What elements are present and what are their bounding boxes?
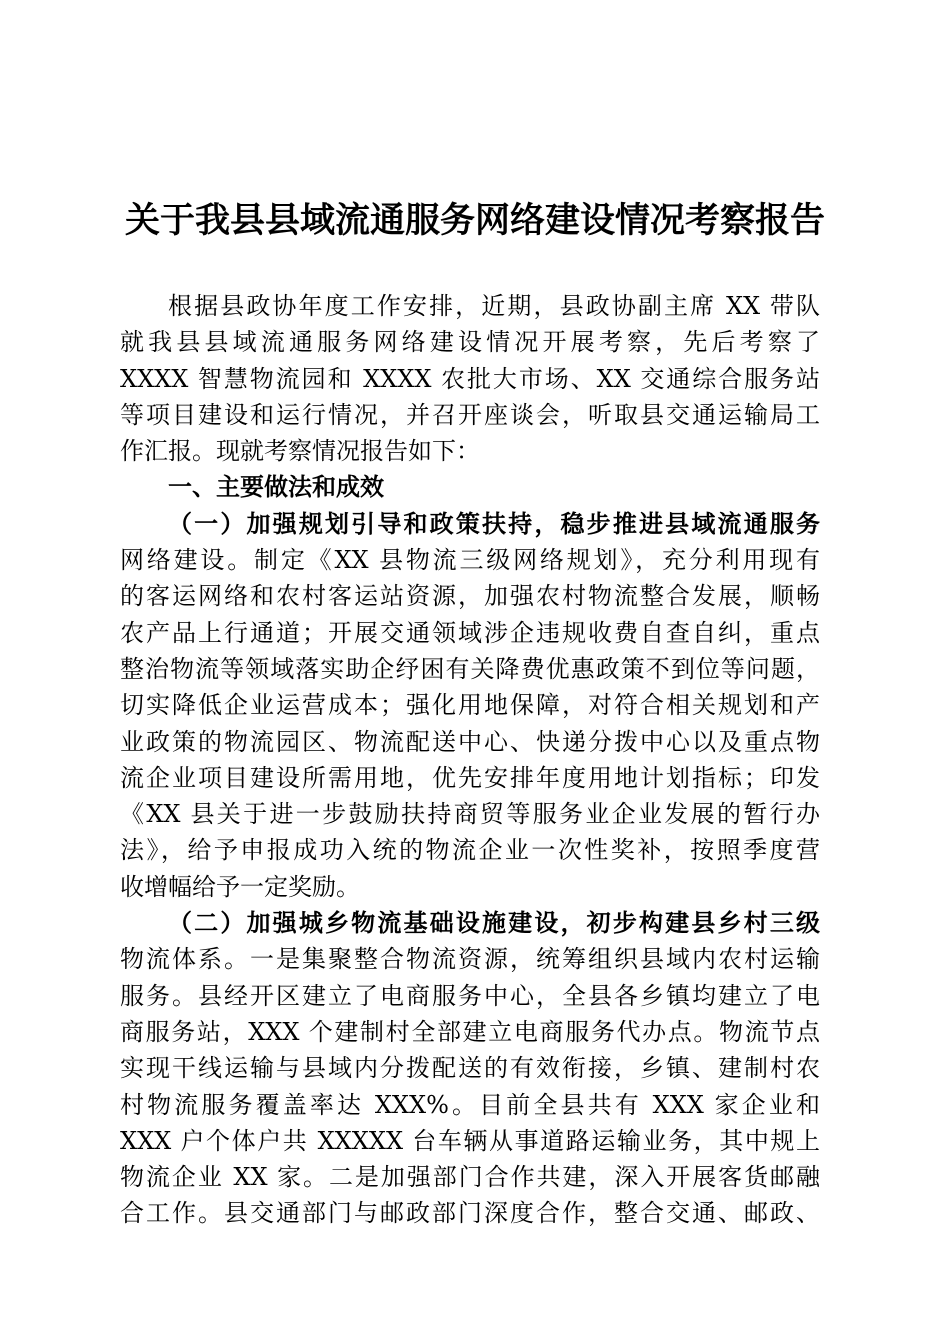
- document-title: 关于我县县域流通服务网络建设情况考察报告: [124, 201, 825, 241]
- paragraph-line: 的客运网络和农村客运站资源，加强农村物流整合发展，顺畅: [120, 582, 820, 611]
- paragraph-line: 网络建设。制定《XX 县物流三级网络规划》，充分利用现有: [120, 546, 820, 575]
- paragraph-line: 服务。县经开区建立了电商服务中心，全县各乡镇均建立了电: [120, 981, 820, 1010]
- paragraph-line: 作汇报。现就考察情况报告如下：: [120, 437, 480, 466]
- paragraph-line: 流企业项目建设所需用地，优先安排年度用地计划指标；印发: [120, 763, 820, 792]
- subsection-heading-line: （二）加强城乡物流基础设施建设，初步构建县乡村三级: [168, 908, 820, 938]
- paragraph-line: XXX 户个体户共 XXXXX 台车辆从事道路运输业务，其中规上: [120, 1126, 820, 1155]
- paragraph-line: 农产品上行通道；开展交通领域涉企违规收费自查自纠，重点: [120, 618, 820, 647]
- paragraph-line: 商服务站，XXX 个建制村全部建立电商服务代办点。物流节点: [120, 1017, 820, 1046]
- document-body: [120, 288, 820, 1232]
- paragraph-line: 切实降低企业运营成本；强化用地保障，对符合相关规划和产: [120, 691, 820, 720]
- paragraph-line: 整治物流等领域落实助企纾困有关降费优惠政策不到位等问题，: [120, 654, 820, 683]
- paragraph-line: XXXX 智慧物流园和 XXXX 农批大市场、XX 交通综合服务站: [120, 364, 820, 393]
- paragraph-line: 收增幅给予一定奖励。: [120, 872, 360, 901]
- paragraph-line: 实现干线运输与县域内分拨配送的有效衔接，乡镇、建制村农: [120, 1054, 820, 1083]
- section-heading: 一、主要做法和成效: [168, 473, 384, 502]
- paragraph-line: 合工作。县交通部门与邮政部门深度合作，整合交通、邮政、: [120, 1199, 820, 1228]
- paragraph-line: 《XX 县关于进一步鼓励扶持商贸等服务业企业发展的暂行办: [120, 800, 820, 829]
- paragraph-line: 物流企业 XX 家。二是加强部门合作共建，深入开展客货邮融: [120, 1163, 820, 1192]
- paragraph-line: 村物流服务覆盖率达 XXX%。目前全县共有 XXX 家企业和: [120, 1090, 820, 1119]
- paragraph-line: 物流体系。一是集聚整合物流资源，统筹组织县域内农村运输: [120, 945, 820, 974]
- paragraph-line: 业政策的物流园区、物流配送中心、快递分拨中心以及重点物: [120, 727, 820, 756]
- paragraph-line: 等项目建设和运行情况，并召开座谈会，听取县交通运输局工: [120, 400, 820, 429]
- paragraph-line: 法》，给予申报成功入统的物流企业一次性奖补，按照季度营: [120, 836, 820, 865]
- subsection-heading-line: （一）加强规划引导和政策扶持，稳步推进县域流通服务: [168, 508, 820, 538]
- paragraph-line: 就我县县域流通服务网络建设情况开展考察，先后考察了: [120, 328, 820, 357]
- paragraph-line: 根据县政协年度工作安排，近期，县政协副主席 XX 带队: [168, 292, 820, 320]
